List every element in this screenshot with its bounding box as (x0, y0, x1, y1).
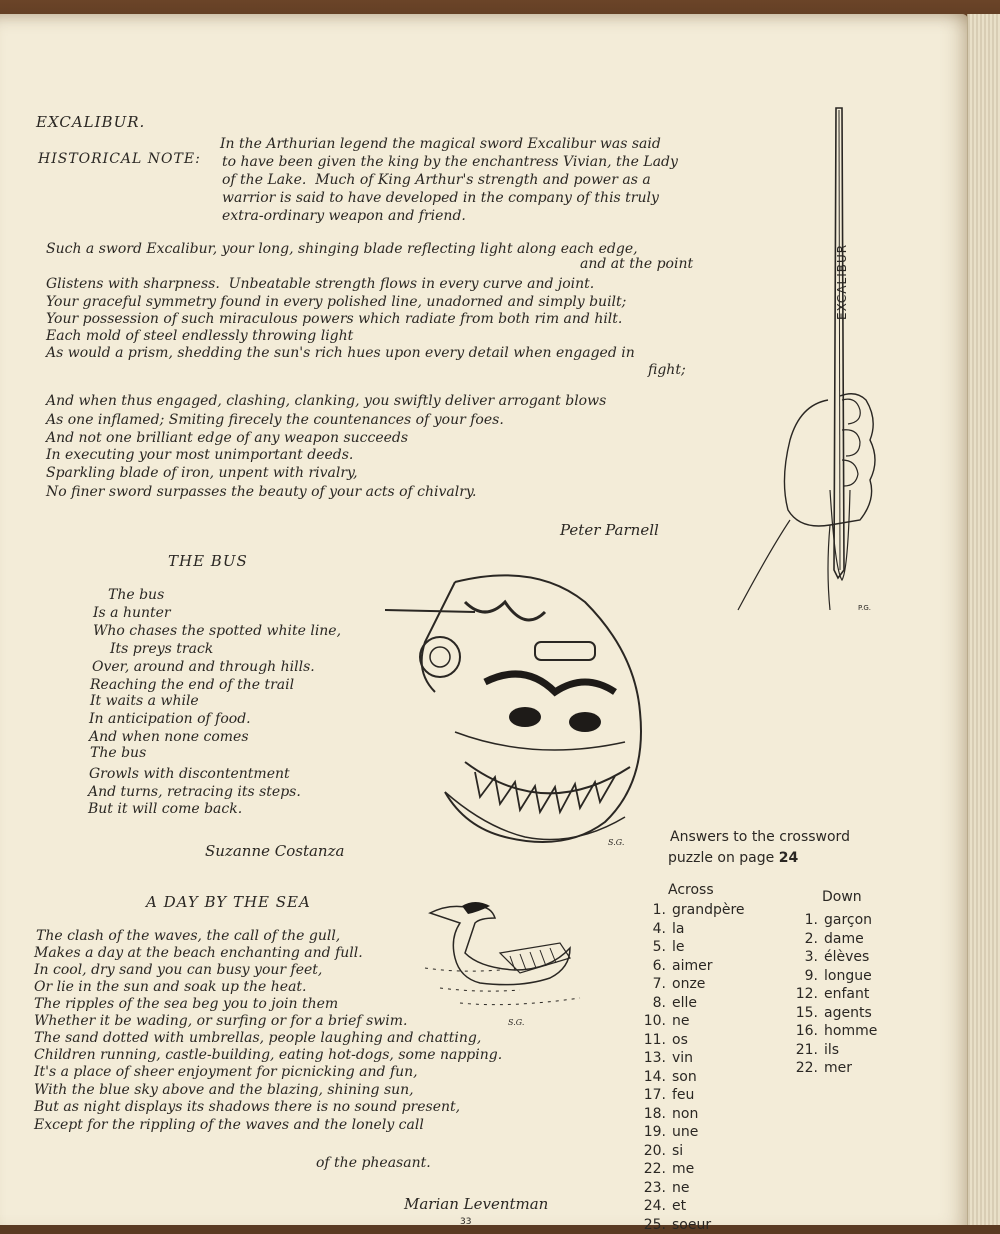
poem-line: And when none comes (89, 729, 249, 746)
clue-number: 20. (636, 1142, 666, 1161)
across-answer (636, 901, 745, 920)
page-number: 33 (460, 1214, 471, 1231)
poem-line: to have been given the king by the enchantress Vivian, the Lady (222, 154, 678, 171)
poem-line: But it will come back. (88, 801, 242, 818)
sea-drawing-initials: S.G. (508, 1014, 524, 1031)
poem-line: Except for the rippling of the waves and the lonely call (34, 1117, 424, 1134)
answer-word: ne (672, 1180, 690, 1196)
answer-word: aimer (672, 958, 712, 974)
across-answer (636, 1142, 745, 1161)
answer-word: dame (824, 931, 864, 947)
answer-word: soeur (672, 1217, 711, 1233)
clue-number: 15. (788, 1004, 818, 1023)
down-answer (788, 1004, 877, 1023)
poem-line: In cool, dry sand you can busy your feet, (34, 962, 322, 979)
answer-word: élèves (824, 949, 869, 965)
poem-line: The bus (90, 745, 146, 762)
bus-title: THE BUS (168, 553, 248, 570)
down-answers-list (788, 911, 877, 1078)
across-answer (636, 1160, 745, 1179)
poem-line: The sand dotted with umbrellas, people laughing and chatting, (34, 1030, 481, 1047)
poem-line: It waits a while (90, 693, 199, 710)
poem-line: The clash of the waves, the call of the gull, (36, 928, 340, 945)
down-answer (788, 948, 877, 967)
answer-word: mer (824, 1060, 852, 1076)
answer-word: vin (672, 1050, 693, 1066)
down-answer (788, 930, 877, 949)
poem-line: Children running, castle-building, eating hot-dogs, some napping. (34, 1047, 502, 1064)
answer-word: feu (672, 1087, 694, 1103)
sword-label: EXCALIBUR (834, 244, 851, 320)
poem-line: Makes a day at the beach enchanting and full. (34, 945, 363, 962)
down-label: Down (822, 889, 862, 906)
across-answer (636, 938, 745, 957)
clue-number: 9. (788, 967, 818, 986)
across-answer (636, 994, 745, 1013)
bus-drawing-initials: S.G. (608, 834, 624, 851)
poem-line: Your possession of such miraculous powers which radiate from both rim and hilt. (46, 311, 622, 328)
poem-line: As would a prism, shedding the sun's rich hues upon every detail when engaged in (46, 345, 635, 362)
poem-line: With the blue sky above and the blazing, shining sun, (34, 1082, 414, 1099)
poem-line: of the pheasant. (316, 1155, 431, 1172)
across-answer (636, 1068, 745, 1087)
poem-line: It's a place of sheer enjoyment for picnicking and fun, (34, 1064, 418, 1081)
across-answer (636, 1031, 745, 1050)
poem-line: fight; (648, 362, 686, 379)
down-answer (788, 911, 877, 930)
clue-number: 8. (636, 994, 666, 1013)
poem-line: warrior is said to have developed in the company of this truly (222, 190, 659, 207)
across-answer (636, 1086, 745, 1105)
sword-initials: P.G. (858, 600, 871, 617)
sea-author: Marian Leventman (404, 1196, 548, 1213)
clue-number: 10. (636, 1012, 666, 1031)
clue-number: 13. (636, 1049, 666, 1068)
down-answer (788, 985, 877, 1004)
clue-number: 24. (636, 1197, 666, 1216)
clue-number: 25. (636, 1216, 666, 1234)
poem-line: Or lie in the sun and soak up the heat. (34, 979, 307, 996)
poem-line: Is a hunter (93, 605, 171, 622)
poem-line: extra-ordinary weapon and friend. (222, 208, 466, 225)
poem-line: of the Lake. Much of King Arthur's strength and power as a (222, 172, 651, 189)
down-answer (788, 967, 877, 986)
crossword-heading-line2: puzzle on page 24 (668, 850, 798, 867)
down-answer (788, 1041, 877, 1060)
crossword-heading-line1: Answers to the crossword (670, 829, 850, 846)
clue-number: 1. (788, 911, 818, 930)
answer-word: os (672, 1032, 688, 1048)
clue-number: 18. (636, 1105, 666, 1124)
poem-line: Each mold of steel endlessly throwing light (46, 328, 353, 345)
answer-word: son (672, 1069, 697, 1085)
across-answer (636, 1179, 745, 1198)
poem-line: As one inflamed; Smiting firecely the countenances of your foes. (46, 412, 504, 429)
answer-word: agents (824, 1005, 872, 1021)
bus-monster-illustration (385, 562, 650, 862)
across-answer (636, 1012, 745, 1031)
poem-line: The bus (108, 587, 164, 604)
poem-line: Its preys track (110, 641, 213, 658)
answer-word: elle (672, 995, 697, 1011)
poem-line: In the Arthurian legend the magical sword Excalibur was said (220, 136, 661, 153)
clue-number: 4. (636, 920, 666, 939)
across-answer (636, 1105, 745, 1124)
across-answer (636, 920, 745, 939)
answer-word: enfant (824, 986, 869, 1002)
answer-word: onze (672, 976, 705, 992)
answer-word: ils (824, 1042, 839, 1058)
clue-number: 19. (636, 1123, 666, 1142)
clue-number: 22. (788, 1059, 818, 1078)
clue-number: 6. (636, 957, 666, 976)
poem-line: But as night displays its shadows there is no sound present, (34, 1099, 460, 1116)
poem-line: Glistens with sharpness. Unbeatable strength flows in every curve and joint. (46, 276, 594, 293)
clue-number: 23. (636, 1179, 666, 1198)
answer-word: longue (824, 968, 872, 984)
poem-line: and at the point (580, 256, 693, 273)
poem-line: And not one brilliant edge of any weapon succeeds (46, 430, 408, 447)
sea-title: A DAY BY THE SEA (146, 894, 311, 911)
clue-number: 5. (636, 938, 666, 957)
clue-number: 14. (636, 1068, 666, 1087)
clue-number: 11. (636, 1031, 666, 1050)
across-answer (636, 1123, 745, 1142)
clue-number: 22. (636, 1160, 666, 1179)
down-answer (788, 1022, 877, 1041)
clue-number: 7. (636, 975, 666, 994)
clue-number: 21. (788, 1041, 818, 1060)
poem-line: And turns, retracing its steps. (88, 784, 301, 801)
answer-word: et (672, 1198, 686, 1214)
poem-line: No finer sword surpasses the beauty of your acts of chivalry. (46, 484, 476, 501)
across-answer (636, 975, 745, 994)
across-answer (636, 1197, 745, 1216)
poem-line: And when thus engaged, clashing, clanking, you swiftly deliver arrogant blows (46, 393, 606, 410)
answer-word: ne (672, 1013, 690, 1029)
poem-line: Whether it be wading, or surfing or for a brief swim. (34, 1013, 407, 1030)
clue-number: 16. (788, 1022, 818, 1041)
clue-number: 17. (636, 1086, 666, 1105)
excalibur-author: Peter Parnell (560, 522, 659, 539)
poem-line: Who chases the spotted white line, (93, 623, 341, 640)
poem-line: The ripples of the sea beg you to join them (34, 996, 338, 1013)
poem-line: Your graceful symmetry found in every polished line, unadorned and simply built; (46, 294, 626, 311)
answer-word: non (672, 1106, 698, 1122)
seabird-illustration (420, 898, 600, 1028)
poem-line: Over, around and through hills. (92, 659, 315, 676)
clue-number: 2. (788, 930, 818, 949)
poem-line: Reaching the end of the trail (90, 677, 294, 694)
answer-word: garçon (824, 912, 872, 928)
across-answers-list (636, 901, 745, 1234)
answer-word: si (672, 1143, 683, 1159)
clue-number: 1. (636, 901, 666, 920)
answer-word: me (672, 1161, 694, 1177)
answer-word: le (672, 939, 685, 955)
answer-word: homme (824, 1023, 877, 1039)
clue-number: 3. (788, 948, 818, 967)
across-label: Across (668, 882, 714, 899)
historical-note-label: HISTORICAL NOTE: (38, 151, 201, 168)
sword-in-hand-illustration (730, 100, 900, 620)
poem-line: Growls with discontentment (89, 766, 290, 783)
poem-line: In executing your most unimportant deeds. (46, 447, 353, 464)
bus-author: Suzanne Costanza (205, 843, 344, 860)
down-answer (788, 1059, 877, 1078)
across-answer (636, 1049, 745, 1068)
across-answer (636, 957, 745, 976)
poem-line: Such a sword Excalibur, your long, shinging blade reflecting light along each edge, (46, 241, 638, 258)
answer-word: la (672, 921, 684, 937)
answer-word: grandpère (672, 902, 745, 918)
poem-line: In anticipation of food. (89, 711, 251, 728)
poem-line: Sparkling blade of iron, unpent with rivalry, (46, 465, 358, 482)
excalibur-title: EXCALIBUR. (36, 114, 145, 131)
clue-number: 12. (788, 985, 818, 1004)
answer-word: une (672, 1124, 698, 1140)
page-stack-edge (967, 14, 1000, 1225)
